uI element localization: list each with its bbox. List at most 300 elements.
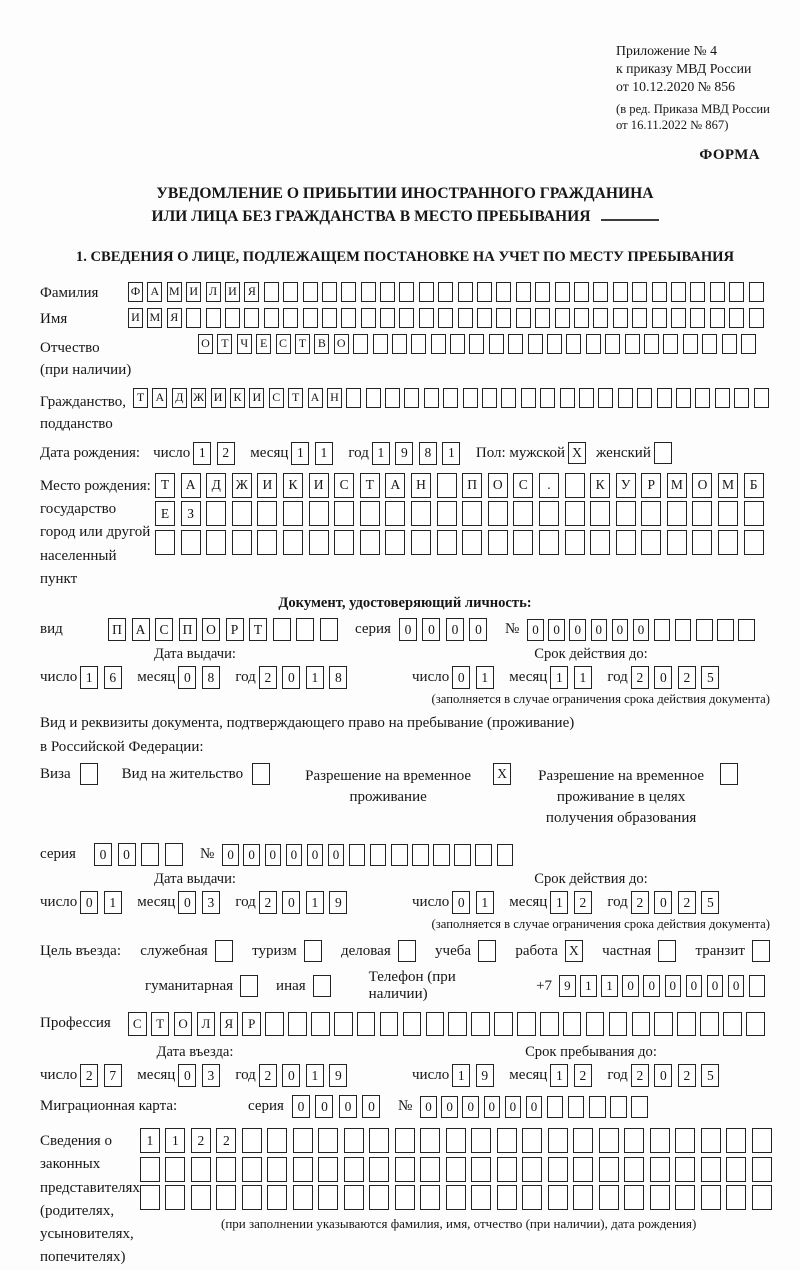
residence-issue-day-field[interactable] <box>80 891 127 914</box>
form-cell <box>395 1157 415 1182</box>
residence-expiry-year-field[interactable] <box>631 891 725 914</box>
form-cell: Ф <box>128 282 143 302</box>
identity-doc-heading: Документ, удостоверяющий личность: <box>278 595 532 612</box>
birthdate-label: Дата рождения: <box>40 444 141 461</box>
residence-dates <box>40 871 770 914</box>
representatives-fields <box>140 1128 778 1270</box>
form-cell: 2 <box>259 666 277 689</box>
surname-label: Фамилия <box>40 284 99 301</box>
form-cell <box>574 282 589 302</box>
form-cell: Е <box>256 334 271 354</box>
form-cell: X <box>493 763 511 785</box>
form-cell: 1 <box>165 1128 185 1153</box>
temp-residence-checkbox[interactable] <box>493 763 511 785</box>
number-label: № <box>504 621 520 638</box>
form-cell: 0 <box>178 1064 196 1087</box>
form-cell: Ж <box>191 388 206 408</box>
representatives-row1-field[interactable] <box>140 1128 778 1153</box>
form-cell: 3 <box>202 1064 220 1087</box>
form-cell: 0 <box>462 1096 479 1118</box>
representatives-label-line5: усыновителях, <box>40 1226 134 1243</box>
purpose-transit-option <box>695 940 769 962</box>
form-cell <box>700 1012 719 1036</box>
form-cell <box>380 1012 399 1036</box>
form-cell <box>313 975 331 997</box>
form-cell <box>744 501 764 526</box>
form-cell <box>517 1012 536 1036</box>
patronymic-field[interactable] <box>198 334 760 354</box>
form-cell: А <box>132 618 150 641</box>
form-cell <box>216 1185 236 1210</box>
form-cell: Т <box>133 388 148 408</box>
form-cell: 2 <box>217 442 235 465</box>
residence-number-field[interactable] <box>222 844 517 866</box>
entry-dates <box>40 1044 770 1087</box>
form-cell <box>696 619 713 641</box>
form-cell <box>754 388 769 408</box>
form-cell <box>641 530 661 555</box>
form-cell <box>586 1012 605 1036</box>
form-cell: 0 <box>178 666 196 689</box>
title-underline <box>601 219 659 221</box>
series-label: серия <box>248 1098 284 1115</box>
title-line2: ИЛИ ЛИЦА БЕЗ ГРАЖДАНСТВА В МЕСТО ПРЕБЫВАНИЯ <box>151 208 591 226</box>
profession-label: Профессия <box>40 1015 111 1032</box>
form-cell <box>718 530 738 555</box>
purpose-transit-checkbox[interactable] <box>752 940 770 962</box>
form-cell: С <box>269 388 284 408</box>
form-cell: 7 <box>104 1064 122 1087</box>
residence-permit-checkbox[interactable] <box>252 763 270 785</box>
purpose-official-checkbox[interactable] <box>215 940 233 962</box>
purpose-study-checkbox[interactable] <box>478 940 496 962</box>
form-cell <box>419 282 434 302</box>
form-cell: Я <box>220 1012 239 1036</box>
form-cell: 8 <box>202 666 220 689</box>
birthplace-row3-field[interactable] <box>155 530 769 555</box>
day-label: число <box>40 669 78 686</box>
form-cell: 0 <box>643 975 660 997</box>
form-cell: X <box>565 940 583 962</box>
form-cell: 1 <box>550 891 568 914</box>
form-cell: 2 <box>574 891 592 914</box>
form-cell <box>555 308 570 328</box>
citizenship-label-line2: подданство <box>40 416 113 433</box>
form-cell <box>471 1128 491 1153</box>
form-cell: 1 <box>140 1128 160 1153</box>
day-label: число <box>40 894 78 911</box>
form-cell <box>471 1185 491 1210</box>
form-cell: О <box>198 334 213 354</box>
form-cell <box>215 940 233 962</box>
form-title <box>40 182 770 229</box>
number-label: № <box>200 846 215 863</box>
form-cell <box>360 530 380 555</box>
form-cell <box>654 619 671 641</box>
form-cell <box>318 1128 338 1153</box>
form-cell <box>658 940 676 962</box>
form-cell: 0 <box>282 891 300 914</box>
form-cell: 1 <box>291 442 309 465</box>
form-cell <box>273 618 291 641</box>
profession-row <box>40 1012 770 1036</box>
form-cell <box>738 619 755 641</box>
form-cell <box>547 1096 564 1118</box>
residence-series-field[interactable] <box>94 843 188 866</box>
residence-permit-option <box>122 763 270 785</box>
form-cell: 0 <box>686 975 703 997</box>
form-cell: 1 <box>306 666 324 689</box>
form-cell: А <box>181 473 201 498</box>
form-cell: 0 <box>94 843 112 866</box>
form-cell: 9 <box>329 1064 347 1087</box>
form-cell <box>744 530 764 555</box>
form-cell: 0 <box>80 891 98 914</box>
form-cell <box>513 530 533 555</box>
form-cell <box>497 1128 517 1153</box>
form-cell <box>288 1012 307 1036</box>
representatives-row2-field[interactable] <box>140 1157 778 1182</box>
form-cell <box>380 308 395 328</box>
birthplace-label-line4: населенный пункт <box>40 547 117 587</box>
surname-field[interactable] <box>128 282 768 302</box>
form-cell <box>573 1185 593 1210</box>
form-cell: Л <box>197 1012 216 1036</box>
visit-purpose-row2 <box>145 969 770 1003</box>
sex-female-checkbox[interactable] <box>654 442 672 464</box>
entry-day-field[interactable] <box>80 1064 127 1087</box>
form-cell: 0 <box>728 975 745 997</box>
form-cell <box>726 1157 746 1182</box>
representatives-block <box>40 1128 770 1270</box>
form-cell: 2 <box>631 891 649 914</box>
representatives-label-line1: Сведения о <box>40 1133 112 1150</box>
entry-year-field[interactable] <box>259 1064 353 1087</box>
form-cell <box>399 308 414 328</box>
birthplace-label-line1: Место рождения: <box>40 477 151 494</box>
stay-month-field[interactable] <box>550 1064 597 1087</box>
valid-until-heading: Срок действия до: <box>534 646 648 663</box>
form-cell <box>426 1012 445 1036</box>
form-cell <box>186 308 201 328</box>
sex-label: Пол: мужской <box>475 444 566 461</box>
form-cell <box>438 282 453 302</box>
form-cell: Т <box>155 473 175 498</box>
form-cell: Б <box>744 473 764 498</box>
sex-male-checkbox[interactable] <box>568 442 586 464</box>
entry-date-col <box>40 1044 412 1087</box>
year-label: год <box>235 894 256 911</box>
purpose-other-checkbox[interactable] <box>313 975 331 997</box>
purpose-study-label: учеба <box>435 942 472 959</box>
form-cell: 1 <box>442 442 460 465</box>
form-cell <box>729 308 744 328</box>
identity-limit-note: (заполняется в случае ограничения срока действия документа) <box>431 692 770 707</box>
patronymic-label-line1: Отчество <box>40 339 100 356</box>
identity-expiry-month-field[interactable] <box>550 666 597 689</box>
patronymic-label <box>40 334 198 382</box>
form-cell <box>370 844 387 866</box>
purpose-humanitarian-option <box>145 975 258 997</box>
form-cell: И <box>249 388 264 408</box>
stay-day-field[interactable] <box>452 1064 499 1087</box>
form-cell: К <box>590 473 610 498</box>
purpose-private-option <box>602 940 676 962</box>
entry-date-line <box>40 1064 412 1087</box>
residence-expiry-line <box>412 891 770 914</box>
day-label: число <box>412 669 450 686</box>
form-cell: 0 <box>505 1096 522 1118</box>
form-cell: 5 <box>701 666 719 689</box>
form-cell <box>446 1128 466 1153</box>
birth-year-field[interactable] <box>372 442 466 465</box>
form-cell <box>240 975 258 997</box>
form-cell: О <box>334 334 349 354</box>
form-cell <box>539 501 559 526</box>
form-cell <box>560 388 575 408</box>
form-cell <box>565 473 585 498</box>
form-cell <box>398 940 416 962</box>
form-cell <box>650 1157 670 1182</box>
purpose-tourism-option <box>252 940 322 962</box>
form-cell <box>663 334 678 354</box>
form-cell <box>366 388 381 408</box>
form-cell <box>420 1157 440 1182</box>
form-cell: С <box>128 1012 147 1036</box>
migration-number-field[interactable] <box>420 1096 652 1118</box>
form-cell <box>677 1012 696 1036</box>
series-label: серия <box>40 846 76 863</box>
stay-year-field[interactable] <box>631 1064 725 1087</box>
title-line1: УВЕДОМЛЕНИЕ О ПРИБЫТИИ ИНОСТРАННОГО ГРАЖДАНИНА <box>156 185 654 202</box>
purpose-humanitarian-checkbox[interactable] <box>240 975 258 997</box>
form-cell <box>477 282 492 302</box>
form-cell: С <box>513 473 533 498</box>
form-cell <box>671 308 686 328</box>
form-cell <box>216 1157 236 1182</box>
form-cell <box>420 1128 440 1153</box>
form-cell <box>392 334 407 354</box>
representatives-label-line4: (родителях, <box>40 1202 115 1219</box>
form-cell <box>322 308 337 328</box>
form-cell <box>563 1012 582 1036</box>
purpose-business-option <box>341 940 416 962</box>
form-cell: 2 <box>191 1128 211 1153</box>
form-cell <box>267 1185 287 1210</box>
form-cell <box>624 1157 644 1182</box>
phone-label: Телефон (при наличии) <box>368 969 456 1003</box>
order-date: от 10.12.2020 № 856 <box>616 78 736 94</box>
purpose-work-option <box>515 940 583 962</box>
form-cell: Я <box>167 308 182 328</box>
form-cell <box>565 501 585 526</box>
purpose-work-checkbox[interactable] <box>565 940 583 962</box>
form-cell <box>632 282 647 302</box>
form-cell <box>573 1157 593 1182</box>
form-cell: 1 <box>580 975 597 997</box>
form-cell <box>548 1185 568 1210</box>
identity-number-field[interactable] <box>527 619 759 641</box>
form-cell: 2 <box>631 666 649 689</box>
form-cell <box>590 530 610 555</box>
month-label: месяц <box>509 894 548 911</box>
form-cell <box>675 1185 695 1210</box>
identity-expiry-year-field[interactable] <box>631 666 725 689</box>
form-cell: 1 <box>193 442 211 465</box>
edu-residence-option <box>531 763 738 829</box>
form-cell: О <box>692 473 712 498</box>
edu-residence-checkbox[interactable] <box>720 763 738 785</box>
day-label: число <box>40 1067 78 1084</box>
form-cell <box>654 442 672 464</box>
form-cell <box>692 501 712 526</box>
form-cell <box>334 1012 353 1036</box>
form-cell <box>283 308 298 328</box>
phone-prefix: +7 <box>536 977 553 994</box>
visit-purpose-row1 <box>40 940 770 962</box>
form-cell <box>625 334 640 354</box>
purpose-tourism-checkbox[interactable] <box>304 940 322 962</box>
citizenship-label <box>40 388 133 436</box>
form-cell: В <box>314 334 329 354</box>
residence-expiry-col <box>412 871 770 914</box>
form-cell <box>741 334 756 354</box>
patronymic-label-line2: (при наличии) <box>40 362 132 379</box>
form-cell <box>652 308 667 328</box>
visa-checkbox[interactable] <box>80 763 98 785</box>
form-cell <box>650 1185 670 1210</box>
identity-issue-day-field[interactable] <box>80 666 127 689</box>
form-cell <box>508 334 523 354</box>
title-line2-wrap <box>40 205 770 228</box>
form-cell <box>528 334 543 354</box>
identity-type-field[interactable] <box>108 618 343 641</box>
form-cell <box>446 1185 466 1210</box>
stay-until-col <box>412 1044 770 1087</box>
identity-series-field[interactable] <box>399 618 493 641</box>
form-cell <box>242 1128 262 1153</box>
form-cell: 1 <box>550 666 568 689</box>
purpose-business-label: деловая <box>341 942 391 959</box>
form-cell <box>293 1128 313 1153</box>
form-cell <box>303 308 318 328</box>
form-cell: 0 <box>362 1095 380 1118</box>
form-cell: Т <box>217 334 232 354</box>
form-cell <box>369 1185 389 1210</box>
identity-issue-year-field[interactable] <box>259 666 353 689</box>
form-cell <box>650 1128 670 1153</box>
form-cell: 3 <box>202 891 220 914</box>
form-cell <box>165 843 183 866</box>
form-cell <box>522 1128 542 1153</box>
name-field[interactable] <box>128 308 768 328</box>
form-cell <box>395 1128 415 1153</box>
form-cell: 8 <box>329 666 347 689</box>
birth-month-field[interactable] <box>291 442 338 465</box>
birthplace-row1-field[interactable] <box>155 473 769 498</box>
form-cell <box>477 308 492 328</box>
month-label: месяц <box>509 669 548 686</box>
profession-field[interactable] <box>128 1012 769 1036</box>
purpose-private-checkbox[interactable] <box>658 940 676 962</box>
entry-date-heading: Дата въезда: <box>156 1044 234 1061</box>
residence-issue-month-field[interactable] <box>178 891 225 914</box>
identity-expiry-day-field[interactable] <box>452 666 499 689</box>
form-cell <box>369 1128 389 1153</box>
purpose-business-checkbox[interactable] <box>398 940 416 962</box>
birth-day-field[interactable] <box>193 442 240 465</box>
citizenship-field[interactable] <box>133 388 773 408</box>
form-cell <box>232 530 252 555</box>
visit-purpose-label: Цель въезда: <box>40 942 121 959</box>
form-cell <box>265 1012 284 1036</box>
residence-expiry-month-field[interactable] <box>550 891 597 914</box>
form-cell <box>361 308 376 328</box>
citizenship-row <box>40 388 770 436</box>
form-cell <box>734 388 749 408</box>
purpose-official-label: служебная <box>140 942 208 959</box>
form-cell: Р <box>226 618 244 641</box>
form-cell: X <box>568 442 586 464</box>
form-cell: 0 <box>328 844 345 866</box>
sex-female-label: женский <box>596 444 651 461</box>
form-cell <box>341 308 356 328</box>
representatives-row3-field[interactable] <box>140 1185 778 1210</box>
form-cell: 0 <box>665 975 682 997</box>
form-cell <box>675 1128 695 1153</box>
form-cell: 9 <box>329 891 347 914</box>
residence-issue-year-field[interactable] <box>259 891 353 914</box>
residence-expiry-day-field[interactable] <box>452 891 499 914</box>
migration-series-field[interactable] <box>292 1095 386 1118</box>
form-cell <box>454 844 471 866</box>
form-cell <box>293 1157 313 1182</box>
form-cell: И <box>225 282 240 302</box>
birthplace-label-line3: город или другой <box>40 524 151 541</box>
entry-month-field[interactable] <box>178 1064 225 1087</box>
form-cell <box>749 975 766 997</box>
form-cell <box>438 308 453 328</box>
form-cell <box>242 1157 262 1182</box>
form-cell <box>690 282 705 302</box>
representatives-label-line3: представителях <box>40 1179 140 1196</box>
form-cell <box>257 501 277 526</box>
form-cell: 1 <box>306 891 324 914</box>
form-cell <box>521 388 536 408</box>
form-cell <box>191 1185 211 1210</box>
order-reference: к приказу МВД России <box>616 60 752 76</box>
birthplace-row2-field[interactable] <box>155 501 769 526</box>
form-cell: Е <box>155 501 175 526</box>
form-cell <box>497 1185 517 1210</box>
form-cell <box>264 282 279 302</box>
form-cell <box>353 334 368 354</box>
phone-field[interactable] <box>559 975 770 997</box>
form-cell: 1 <box>315 442 333 465</box>
form-cell <box>609 1012 628 1036</box>
form-cell: 1 <box>452 1064 470 1087</box>
form-cell: 0 <box>446 618 464 641</box>
form-cell <box>357 1012 376 1036</box>
form-cell: 0 <box>707 975 724 997</box>
identity-issue-month-field[interactable] <box>178 666 225 689</box>
form-cell: 0 <box>469 618 487 641</box>
form-cell <box>692 530 712 555</box>
form-cell <box>555 282 570 302</box>
day-label: число <box>153 444 191 461</box>
representatives-label-line6: попечителях) <box>40 1249 126 1266</box>
form-cell <box>535 308 550 328</box>
